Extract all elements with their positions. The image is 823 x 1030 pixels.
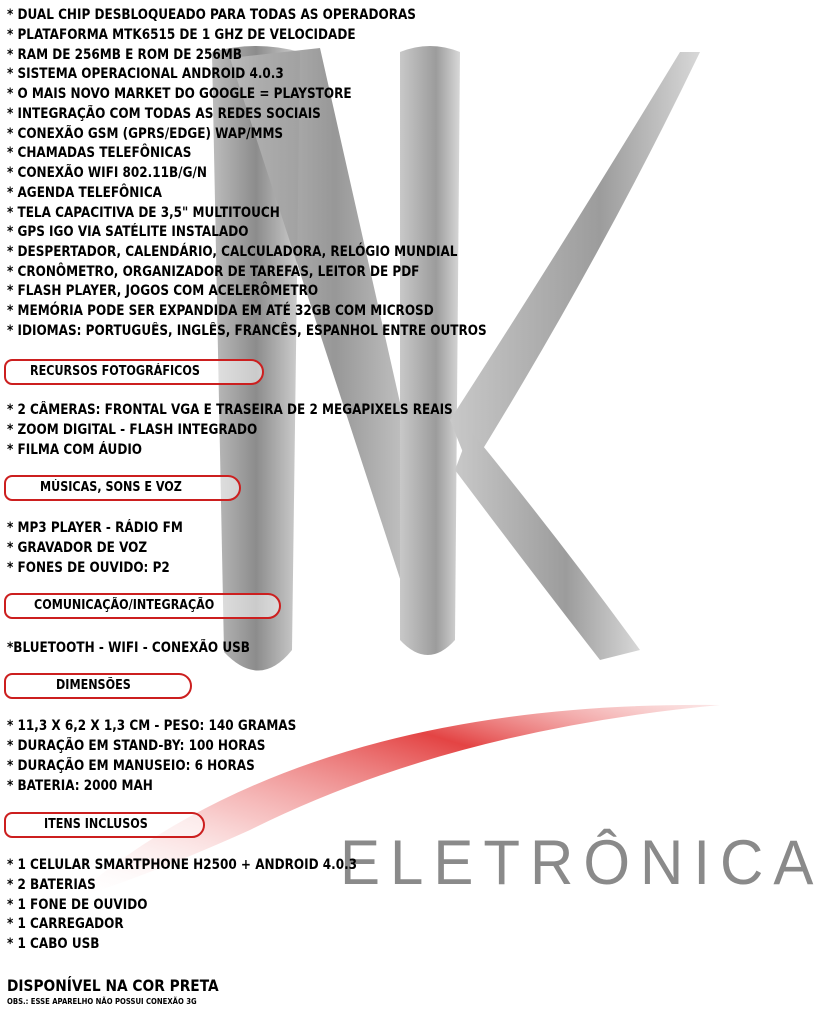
spec-item: * FONES DE OUVIDO: P2 [7, 560, 170, 576]
spec-item: * 1 FONE DE OUVIDO [7, 897, 148, 913]
spec-item: * BATERIA: 2000 MAH [7, 778, 153, 794]
spec-item: * TELA CAPACITIVA DE 3,5" MULTITOUCH [7, 205, 280, 221]
spec-item: * CONEXÃO WIFI 802.11B/G/N [7, 165, 207, 181]
spec-item: * IDIOMAS: PORTUGUÊS, INGLÊS, FRANCÊS, ESPANHOL ENTRE OUTROS [7, 323, 487, 339]
availability-text: DISPONÍVEL NA COR PRETA [7, 976, 219, 995]
spec-item: * 11,3 X 6,2 X 1,3 CM - PESO: 140 GRAMAS [7, 718, 297, 734]
spec-item: * AGENDA TELEFÔNICA [7, 185, 163, 201]
spec-item: * INTEGRAÇÃO COM TODAS AS REDES SOCIAIS [7, 106, 321, 122]
spec-item: * PLATAFORMA MTK6515 DE 1 GHZ DE VELOCIDADE [7, 27, 356, 43]
spec-item: * FLASH PLAYER, JOGOS COM ACELERÔMETRO [7, 283, 319, 299]
spec-item: * ZOOM DIGITAL - FLASH INTEGRADO [7, 422, 258, 438]
section-header-included [4, 812, 205, 838]
spec-item: * RAM DE 256MB E ROM DE 256MB [7, 47, 242, 63]
section-title: RECURSOS FOTOGRÁFICOS [30, 364, 200, 379]
spec-item: * MP3 PLAYER - RÁDIO FM [7, 520, 183, 536]
spec-item: * 2 BATERIAS [7, 877, 96, 893]
spec-item: *BLUETOOTH - WIFI - CONEXÃO USB [7, 640, 250, 656]
section-title: DIMENSÕES [56, 678, 131, 693]
section-title: MÚSICAS, SONS E VOZ [40, 480, 182, 495]
section-header-communication [4, 593, 281, 619]
spec-item: * CHAMADAS TELEFÔNICAS [7, 145, 192, 161]
spec-item: * MEMÓRIA PODE SER EXPANDIDA EM ATÉ 32GB COM MICROSD [7, 303, 434, 319]
spec-item: * DUAL CHIP DESBLOQUEADO PARA TODAS AS OPERADORAS [7, 7, 416, 23]
spec-item: * GPS IGO VIA SATÉLITE INSTALADO [7, 224, 249, 240]
spec-item: * 1 CARREGADOR [7, 916, 124, 932]
spec-item: * CRONÔMETRO, ORGANIZADOR DE TAREFAS, LEITOR DE PDF [7, 264, 420, 280]
spec-item: * 1 CABO USB [7, 936, 100, 952]
section-title: ITENS INCLUSOS [44, 817, 148, 832]
spec-item: * DURAÇÃO EM MANUSEIO: 6 HORAS [7, 758, 255, 774]
section-header-dimensions [4, 673, 192, 699]
spec-item: * 2 CÂMERAS: FRONTAL VGA E TRASEIRA DE 2 MEGAPIXELS REAIS [7, 402, 453, 418]
section-title: COMUNICAÇÃO/INTEGRAÇÃO [34, 598, 215, 613]
spec-item: * CONEXÃO GSM (GPRS/EDGE) WAP/MMS [7, 126, 284, 142]
spec-item: * O MAIS NOVO MARKET DO GOOGLE = PLAYSTORE [7, 86, 352, 102]
spec-item: * GRAVADOR DE VOZ [7, 540, 148, 556]
logo-subtitle: ELETRÔNICA [340, 827, 823, 898]
spec-item: * SISTEMA OPERACIONAL ANDROID 4.0.3 [7, 66, 284, 82]
spec-item: * 1 CELULAR SMARTPHONE H2500 + ANDROID 4.0.3 [7, 857, 358, 873]
section-header-photo [4, 359, 264, 385]
spec-item: * FILMA COM ÁUDIO [7, 442, 143, 458]
section-header-music [4, 475, 241, 501]
footnote-text: OBS.: ESSE APARELHO NÃO POSSUI CONEXÃO 3G [7, 997, 197, 1006]
spec-item: * DURAÇÃO EM STAND-BY: 100 HORAS [7, 738, 266, 754]
spec-item: * DESPERTADOR, CALENDÁRIO, CALCULADORA, RELÓGIO MUNDIAL [7, 244, 458, 260]
